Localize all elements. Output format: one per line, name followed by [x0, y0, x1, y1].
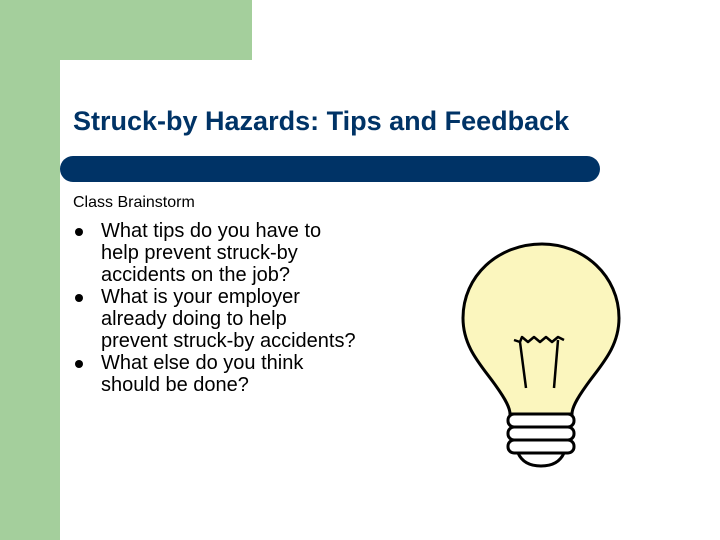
bullet-item-tips: [73, 220, 358, 286]
lightbulb-icon: [460, 238, 624, 468]
bullet-dot: [75, 360, 83, 368]
title-underline-bar: [60, 156, 600, 182]
green-side-panel: [0, 0, 60, 540]
bullet-item-else: [73, 352, 358, 396]
green-top-panel: [0, 0, 252, 60]
bullet-text: What else do you think should be done?: [101, 352, 304, 396]
bullet-list: [73, 220, 358, 396]
subheading: Class Brainstorm: [73, 194, 195, 211]
bullet-dot: [75, 294, 83, 302]
slide-title: Struck-by Hazards: Tips and Feedback: [73, 106, 570, 136]
bullet-dot: [75, 228, 83, 236]
bullet-text: What is your employer already doing to help prevent struck-by accidents?: [101, 286, 356, 352]
bullet-item-employer: [73, 286, 358, 352]
bulb-base: [508, 414, 574, 466]
bulb-glass: [463, 244, 619, 414]
bullet-text: What tips do you have to help prevent struck-by accidents on the job?: [101, 220, 322, 286]
